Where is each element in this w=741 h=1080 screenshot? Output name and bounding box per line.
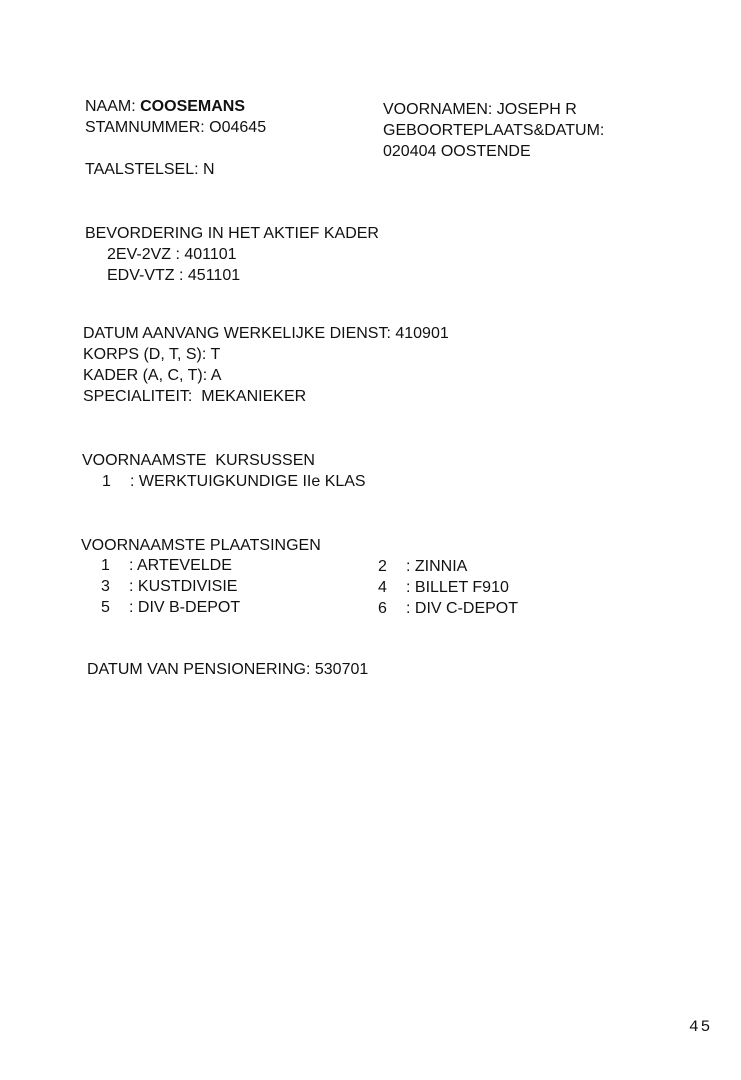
bevordering-item-value: : 401101 [175,246,237,263]
plaatsing-number: 2 [378,558,387,575]
plaatsing-number: 5 [101,599,110,616]
geboorte-label: GEBOORTEPLAATS&DATUM: [383,122,605,139]
plaatsing-item [101,597,240,618]
aanvang-line: DATUM AANVANG WERKELIJKE DIENST: 410901 [83,325,449,342]
bevordering-item [85,244,379,265]
plaatsing-item [378,577,518,598]
plaatsing-item [101,555,240,576]
kader-line: KADER (A, C, T): A [83,367,222,384]
plaatsing-number: 1 [101,557,110,574]
plaatsingen-title: VOORNAAMSTE PLAATSINGEN [81,537,321,554]
plaatsingen-right-column [378,556,518,619]
kursussen-title: VOORNAAMSTE KURSUSSEN [82,452,315,469]
plaatsing-number: 4 [378,579,387,596]
plaatsing-text: : KUSTDIVISIE [129,578,238,595]
geboorte-value: 020404 OOSTENDE [383,143,531,160]
kursus-text: : WERKTUIGKUNDIGE IIe KLAS [130,473,366,490]
stamnummer-label: STAMNUMMER: [85,119,205,136]
bevordering-item-label: EDV-VTZ [107,267,175,284]
plaatsing-text: : DIV C-DEPOT [406,600,519,617]
naam-label: NAAM: [85,98,136,115]
plaatsing-text: : ZINNIA [406,558,468,575]
plaatsing-number: 6 [378,600,387,617]
kursus-number: 1 [102,473,111,490]
plaatsing-text: : ARTEVELDE [129,557,232,574]
dienst-section [83,323,449,407]
header-right [383,99,604,162]
taalstelsel-value: N [202,161,215,178]
naam-value: COOSEMANS [140,98,246,115]
plaatsingen-left-column [101,555,240,618]
plaatsing-number: 3 [101,578,110,595]
plaatsing-text: : DIV B-DEPOT [129,599,241,616]
kursus-item [82,471,366,492]
bevordering-item-label: 2EV-2VZ [107,246,172,263]
korps-line: KORPS (D, T, S): T [83,346,221,363]
specialiteit-line: SPECIALITEIT: MEKANIEKER [83,388,307,405]
plaatsing-text: : BILLET F910 [406,579,509,596]
voornamen-value: JOSEPH R [496,101,577,118]
bevordering-item [85,265,379,286]
bevordering-section [85,223,379,286]
bevordering-item-value: : 451101 [179,267,241,284]
header-left [85,96,266,138]
taalstelsel-label: TAALSTELSEL: [85,161,199,178]
taalstelsel-line [85,159,215,180]
pensionering-line: DATUM VAN PENSIONERING: 530701 [87,661,369,678]
stamnummer-value: O04645 [209,119,267,136]
plaatsing-item [378,556,518,577]
page-number: 45 [689,1018,713,1036]
kursussen-section [82,450,366,492]
voornamen-label: VOORNAMEN: [383,101,493,118]
plaatsing-item [101,576,240,597]
naam-line [85,96,266,117]
plaatsing-item [378,598,518,619]
bevordering-title: BEVORDERING IN HET AKTIEF KADER [85,225,379,242]
voornamen-line [383,99,604,120]
stamnummer-line [85,117,266,138]
